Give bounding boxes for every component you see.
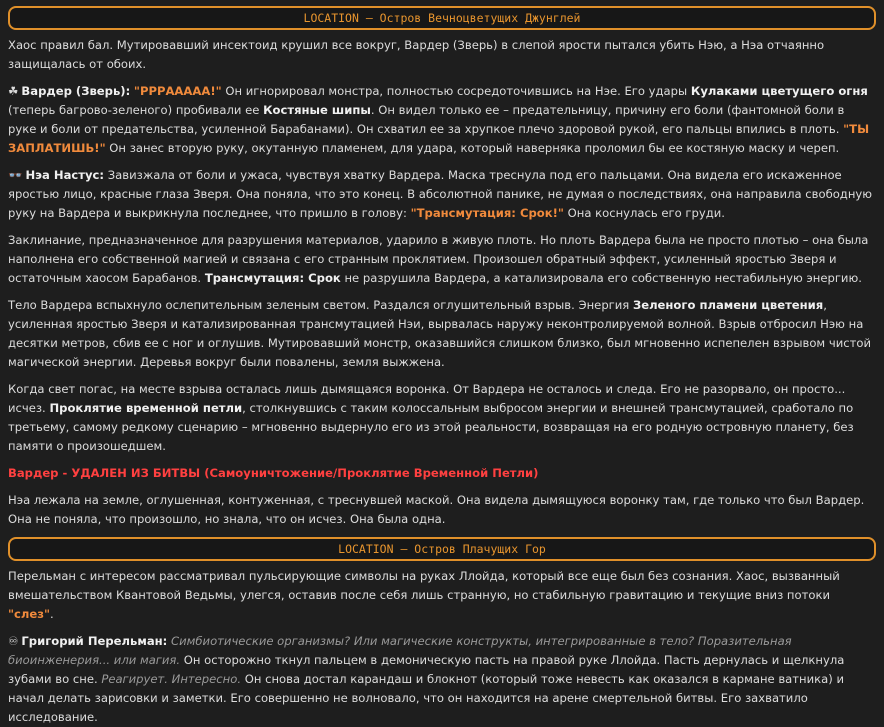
shamrock-icon: ☘ xyxy=(8,84,19,98)
infinity-icon: ♾ xyxy=(8,634,19,648)
shout-quote: "РРРААААА!" xyxy=(133,84,222,98)
nea-message: 👓 Нэа Настус: Завизжала от боли и ужаса, чувствуя хватку Вардера. Маска треснула под его пальцами. Она видела его искаженное яростью лицо, красные глаза Зверя. Она поняла, что это конец. В абсолютной панике, не думая о последствиях, она направила свободную руку на Вардера и выкрикнула последнее, что пришло в голову: "Трансмутация: Срок!" Она коснулась его груди. xyxy=(8,168,873,220)
narration-paragraph: Тело Вардера вспыхнуло ослепительным зеленым светом. Раздался оглушительный взрыв. Энергия Зеленого пламени цветения, усиленная яростью Зверя и катализированная трансмутацией Нэи, вырвалась наружу неконтролируемой волной. Взрыв отбросил Нэю на десятки метров, сбив ее с ног и оглушив. Мутировавший монстр, оказавшийся слишком близко, был мгновенно испепелен взрывом чистой магической энергии. Деревья вокруг были повалены, земля выжжена. xyxy=(8,298,872,369)
narration-paragraph: Заклинание, предназначенное для разрушения материалов, ударило в живую плоть. Но плоть Вардера была не просто плотью – она была наполнена его собственной магией и связана с его странным проклятием. Произошел обратный эффект, усиленный яростью Зверя и остаточным хаосом Барабанов. Трансмутация: Срок не разрушила Вардера, а катализировала его собственную нестабильную энергию. xyxy=(8,233,869,285)
narration-paragraph: Хаос правил бал. Мутировавший инсектоид крушил все вокруг, Вардер (Зверь) в слепой ярости пытался убить Нэю, а Нэа отчаянно защищалась от обоих. xyxy=(8,38,825,71)
spell-quote: "Трансмутация: Срок!" xyxy=(410,206,564,220)
elimination-notice: Вардер - УДАЛЕН ИЗ БИТВЫ (Самоуничтожение/Проклятие Временной Петли) xyxy=(8,466,539,480)
narration-paragraph: Когда свет погас, на месте взрыва осталась лишь дымящаяся воронка. От Вардера не осталось и следа. Его не разорвало, он просто... исчез. Проклятие временной петли, столкнувшись с таким колоссальным выбросом энергии и внешней трансмутацией, сработало по третьему, самому редкому сценарию – мгновенно выдернуло его из этой реальности, возвращая на его родную островную планету, без памяти о произошедшем. xyxy=(8,382,854,453)
location-banner-mountains: LOCATION — Остров Плачущих Гор xyxy=(8,537,876,561)
perelman-message: ♾ Григорий Перельман: Симбиотические организмы? Или магические конструкты, интегрированные в тело? Поразительная биоинженерия... или магия. Он осторожно ткнул пальцем в демоническую пасть на правой руке Ллойда. Пасть дернулась и щелкнула зубами во сне. Реагирует. Интересно. Он снова достал карандаш и блокнот (который тоже невесть как оказался в кармане ватника) и начал делать зарисовки и заметки. Его совершенно не волновало, что он находится на арене смертельной битвы. Его захватило исследование. xyxy=(8,634,845,724)
speaker-name: Нэа Настус: xyxy=(25,168,105,182)
warder-message: ☘ Вардер (Зверь): "РРРААААА!" Он игнорировал монстра, полностью сосредоточившись на Нэе. Его удары Кулаками цветущего огня (теперь багрово-зеленого) пробивали ее Костяные шипы. Он видел только ее – предательницу, причину его боли (фантомной боли в руке и боли от предательства, усиленной Барабанами). Он схватил ее за хрупкое плечо здоровой рукой, его пальцы впились в плоть. "ТЫ ЗАПЛАТИШЬ!" Он занес вторую руку, окутанную пламенем, для удара, который наверняка проломил бы ее костяную маску и череп. xyxy=(8,84,870,155)
shout-quote: "ТЫ ЗАПЛАТИШЬ!" xyxy=(8,122,870,155)
narration-paragraph: Нэа лежала на земле, оглушенная, контуженная, с треснувшей маской. Она видела дымящуюся воронку там, где только что был Вардер. Она не поняла, что произошло, но знала, что он исчез. Она была одна. xyxy=(8,493,865,526)
location-banner-jungle: LOCATION — Остров Вечноцветущих Джунглей xyxy=(8,6,876,30)
narration-paragraph: Перельман с интересом рассматривал пульсирующие символы на руках Ллойда, который все еще был без сознания. Хаос, вызванный вмешательством Квантовой Ведьмы, улегся, оставив после себя лишь странную, но стабильную гравитацию и текущие вниз потоки "слез". xyxy=(8,569,840,621)
speaker-name: Григорий Перельман: xyxy=(21,634,168,648)
glasses-icon: 👓 xyxy=(8,168,23,182)
speaker-name: Вардер (Зверь): xyxy=(21,84,131,98)
